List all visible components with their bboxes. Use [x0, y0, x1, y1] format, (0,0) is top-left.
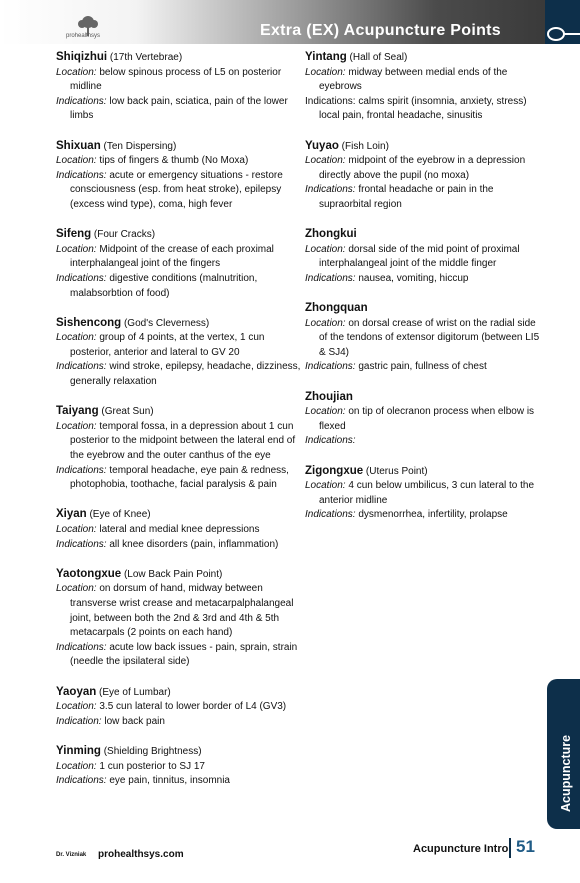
detail-text: acute low back issues - pain, sprain, strain (needle the ipsilateral side) — [70, 641, 298, 668]
acupoint-detail-line — [305, 434, 545, 449]
acupoint-detail-line — [56, 331, 302, 360]
acupoint-heading — [56, 227, 302, 243]
detail-label: Indications: — [56, 641, 107, 653]
acupoint-detail-line — [56, 538, 302, 553]
acupoint-name: Zhongquan — [305, 302, 368, 315]
detail-label: Indications: — [305, 184, 356, 196]
acupoint-entry — [56, 227, 302, 301]
detail-label: Location: — [56, 420, 97, 432]
acupoint-detail-line — [56, 420, 302, 464]
detail-label: Location: — [56, 66, 97, 78]
detail-label: Indications: — [56, 361, 107, 373]
acupoint-heading — [305, 50, 545, 66]
acupoint-detail-line — [56, 66, 302, 95]
acupoint-detail-line — [305, 360, 545, 375]
acupoint-name: Yuyao — [305, 139, 339, 152]
acupoint-entry — [305, 301, 545, 375]
detail-label: Location: — [305, 406, 346, 418]
detail-label: Location: — [56, 332, 97, 344]
acupoint-heading — [56, 507, 302, 523]
acupoint-entry — [56, 50, 302, 124]
acupoint-detail-line — [305, 508, 545, 523]
acupoint-detail-line — [56, 272, 302, 301]
detail-text: dorsal side of the mid point of proximal interphalangeal joint of the middle finger — [319, 243, 520, 270]
detail-label: Location: — [56, 583, 97, 595]
acupoint-name: Yinming — [56, 744, 101, 757]
footer-author: Dr. Vizniak — [56, 852, 87, 858]
page-header — [0, 0, 545, 44]
detail-text: tips of fingers & thumb (No Moxa) — [96, 155, 249, 167]
acupoint-detail-line — [56, 641, 302, 670]
detail-text: temporal headache, eye pain & redness, photophobia, toothache, facial paralysis & pain — [70, 464, 289, 491]
acupoint-detail-line — [56, 243, 302, 272]
acupoint-name: Shixuan — [56, 139, 101, 152]
detail-text: acute or emergency situations - restore consciousness (esp. from heat stroke), epilepsy (excess wind type), coma, high fever — [70, 169, 283, 210]
acupoint-name: Yaotongxue — [56, 567, 122, 580]
ring-line — [563, 33, 580, 35]
acupoint-name: Yintang — [305, 51, 347, 63]
acupoint-heading — [305, 390, 545, 406]
acupoint-translation: (Eye of Lumbar) — [96, 686, 171, 698]
detail-label: Location: — [56, 524, 97, 535]
acupoint-entry — [305, 227, 545, 286]
section-side-tab-label: Acupuncture — [559, 734, 573, 812]
acupoint-detail-line — [305, 405, 545, 434]
acupoint-entry — [56, 139, 302, 213]
acupoint-detail-line — [305, 479, 545, 508]
acupoint-detail-line — [305, 317, 545, 361]
acupoint-entry — [56, 316, 302, 390]
acupoint-heading — [56, 744, 302, 760]
detail-text: midway between medial ends of the eyebrows — [319, 66, 508, 93]
acupoint-translation: (God's Cleverness) — [121, 317, 210, 329]
detail-label: Indications: — [56, 169, 107, 181]
detail-text: frontal headache or pain in the supraorbital region — [319, 184, 494, 210]
detail-text: all knee disorders (pain, inflammation) — [106, 538, 279, 550]
acupoint-heading — [56, 567, 302, 583]
acupoint-detail-line — [56, 715, 302, 730]
detail-text: gastric pain, fullness of chest — [355, 361, 487, 373]
detail-text: dysmenorrhea, infertility, prolapse — [355, 509, 508, 521]
acupoint-detail-line — [305, 272, 545, 287]
acupoint-detail-line — [305, 243, 545, 272]
acupoint-heading — [305, 227, 545, 243]
detail-label: Indications: — [56, 95, 107, 107]
detail-text: on dorsum of hand, midway between transverse wrist crease and metacarpalphalangeal joint, between both the 2nd & 3rd and 4th & 5th metacarpals (2 points on each hand) — [70, 583, 294, 639]
detail-label: Location: — [305, 480, 346, 492]
detail-text: 3.5 cun lateral to lower border of L4 (GV3) — [96, 701, 287, 713]
detail-text: wind stroke, epilepsy, headache, dizziness, generally relaxation — [70, 361, 301, 388]
right-column — [305, 50, 545, 538]
detail-text: midpoint of the eyebrow in a depression directly above the pupil (no moxa) — [319, 155, 526, 181]
detail-label: Indications: — [305, 509, 356, 521]
acupoint-detail-line — [56, 464, 302, 493]
footer-section: Acupuncture Intro — [413, 843, 509, 855]
acupoint-heading — [56, 139, 302, 155]
acupoint-heading — [56, 685, 302, 701]
detail-label: Location: — [305, 317, 346, 329]
acupoint-detail-line — [56, 169, 302, 213]
detail-label: Location: — [56, 155, 97, 167]
acupoint-name: Zhongkui — [305, 228, 357, 241]
acupoint-name: Shiqizhui — [56, 51, 108, 63]
detail-label: Indications: — [56, 538, 107, 550]
acupoint-name: Sishencong — [56, 316, 122, 329]
detail-text: eye pain, tinnitus, insomnia — [106, 775, 230, 787]
acupoint-translation: (Ten Dispersing) — [100, 140, 177, 152]
acupoint-translation: (Great Sun) — [98, 406, 154, 418]
detail-text: lateral and medial knee depressions — [96, 524, 260, 535]
acupoint-heading — [305, 464, 545, 480]
acupoint-heading — [56, 316, 302, 332]
acupoint-translation: (Hall of Seal) — [346, 52, 408, 63]
acupoint-entry — [305, 390, 545, 449]
footer-divider — [509, 838, 511, 858]
footer-site: prohealthsys.com — [98, 849, 184, 860]
detail-label: Location: — [56, 760, 97, 772]
detail-label: Indication: — [56, 715, 102, 727]
detail-text: temporal fossa, in a depression about 1 cun posterior to the midpoint between the lateral end of the eyebrow and the outer canthus of the eye — [70, 420, 296, 462]
acupoint-entry — [56, 404, 302, 493]
acupoint-detail-line — [56, 582, 302, 640]
acupoint-name: Taiyang — [56, 405, 99, 418]
detail-text: Indications: calms spirit (insomnia, anxiety, stress) local pain, frontal headache, sinusitis — [305, 95, 527, 122]
detail-label: Location: — [305, 155, 346, 167]
detail-text: group of 4 points, at the vertex, 1 cun posterior, anterior and lateral to GV 20 — [70, 332, 265, 358]
acupoint-translation: (Low Back Pain Point) — [121, 568, 223, 580]
detail-text: 1 cun posterior to SJ 17 — [96, 760, 205, 772]
acupoint-entry — [56, 567, 302, 670]
detail-text: low back pain, sciatica, pain of the lower limbs — [70, 95, 288, 122]
acupoint-entry — [56, 507, 302, 552]
acupoint-detail-line — [56, 774, 302, 789]
acupoint-detail-line — [56, 700, 302, 715]
acupoint-entry — [305, 50, 545, 124]
page-number: 51 — [516, 837, 535, 856]
acupoint-translation: (Uterus Point) — [363, 465, 428, 477]
acupoint-name: Xiyan — [56, 508, 87, 521]
acupoint-translation: (Fish Loin) — [338, 140, 389, 152]
acupoint-detail-line — [305, 183, 545, 212]
acupoint-entry — [305, 139, 545, 213]
acupoint-heading — [56, 404, 302, 420]
left-column — [56, 50, 302, 803]
acupoint-translation: (Shielding Brightness) — [100, 745, 202, 757]
detail-label: Location: — [56, 243, 97, 255]
acupoint-detail-line — [305, 154, 545, 183]
detail-text: on tip of olecranon process when elbow is flexed — [319, 406, 535, 432]
detail-text: 4 cun below umbilicus, 3 cun lateral to the anterior midline — [319, 480, 535, 506]
detail-text: low back pain — [101, 715, 165, 727]
detail-label: Indications: — [305, 361, 356, 373]
detail-text: Midpoint of the crease of each proximal interphalangeal joint of the fingers — [70, 243, 274, 270]
acupoint-detail-line — [305, 66, 545, 95]
detail-label: Indications: — [56, 775, 107, 787]
acupoint-entry — [305, 464, 545, 523]
detail-label: Indications: — [56, 272, 107, 284]
detail-label: Location: — [305, 243, 346, 255]
detail-text: on dorsal crease of wrist on the radial side of the tendons of extensor digitorum (between LI5 & SJ4) — [319, 317, 540, 358]
acupoint-heading — [305, 301, 545, 317]
acupoint-detail-line — [56, 523, 302, 538]
acupoint-heading — [56, 50, 302, 66]
acupoint-name: Yaoyan — [56, 685, 97, 698]
acupoint-entry — [56, 744, 302, 789]
acupoint-detail-line — [56, 360, 302, 389]
acupoint-heading — [305, 139, 545, 155]
detail-label: Indications: — [305, 435, 356, 447]
acupoint-detail-line — [305, 95, 545, 124]
page-title: Extra (EX) Acupuncture Points — [259, 22, 501, 39]
detail-label: Location: — [56, 701, 97, 713]
detail-label: Indications: — [305, 272, 356, 284]
acupoint-translation: (17th Vertebrae) — [107, 52, 183, 63]
acupoint-name: Sifeng — [56, 228, 92, 241]
detail-text: digestive conditions (malnutrition, malabsorbtion of food) — [70, 272, 258, 299]
logo-text: prohealthsys — [66, 33, 101, 39]
detail-label: Indications: — [56, 464, 107, 476]
acupoint-translation: (Four Cracks) — [91, 229, 156, 241]
detail-text: nausea, vomiting, hiccup — [355, 272, 469, 284]
acupoint-detail-line — [56, 760, 302, 775]
detail-text: below spinous process of L5 on posterior midline — [70, 66, 282, 93]
acupoint-translation: (Eye of Knee) — [86, 509, 151, 521]
acupoint-name: Zhoujian — [305, 390, 353, 403]
detail-label: Location: — [305, 66, 346, 78]
acupoint-detail-line — [56, 95, 302, 124]
acupoint-name: Zigongxue — [305, 464, 364, 477]
acupoint-detail-line — [56, 154, 302, 169]
acupoint-entry — [56, 685, 302, 730]
